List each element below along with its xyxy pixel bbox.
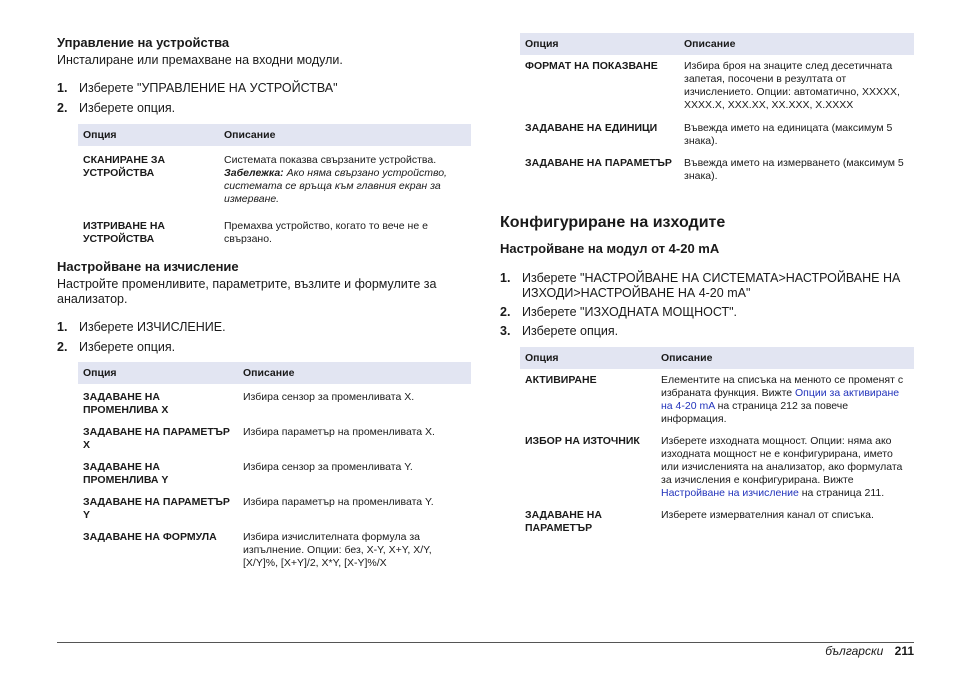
step-item xyxy=(57,81,471,96)
table-header-row xyxy=(78,124,471,146)
table-header-row xyxy=(520,347,914,369)
options-table-calculation xyxy=(78,362,471,570)
description-cell: Избира броя на знаците след десетичната запетая, посочени в резултата от изчислението. Опции: автоматично, XXXXX, XXXX.X, XXX.XX, XX.XXX, X.XXXX xyxy=(684,60,900,111)
description-cell: Премахва устройство, когато то вече не е свързано. xyxy=(224,220,428,245)
table-row xyxy=(78,496,471,531)
description-cell xyxy=(656,435,914,509)
column-header-option: Опция xyxy=(78,124,219,146)
table-row xyxy=(520,369,914,435)
cross-reference-link[interactable]: Опции за активиране на 4-20 mA xyxy=(661,387,900,412)
option-cell: ЗАДАВАНЕ НА ПАРАМЕТЪР xyxy=(525,509,602,534)
column-header-description: Описание xyxy=(238,362,471,384)
cross-reference-link[interactable]: Настройване на изчисление xyxy=(661,487,799,499)
description-cell xyxy=(219,146,471,216)
step-item xyxy=(57,340,471,355)
step-item xyxy=(500,324,914,339)
table-row xyxy=(520,509,914,535)
step-text: Изберете "УПРАВЛЕНИЕ НА УСТРОЙСТВА" xyxy=(79,81,338,95)
step-item xyxy=(500,305,914,320)
column-header-option: Опция xyxy=(520,347,656,369)
step-text: Изберете опция. xyxy=(79,101,176,115)
table-row xyxy=(78,384,471,426)
section-intro: Инсталиране или премахване на входни модули. xyxy=(57,53,343,67)
column-header-option: Опция xyxy=(78,362,238,384)
chapter-heading-outputs: Конфигуриране на изходите xyxy=(500,214,726,231)
table-row xyxy=(78,216,471,246)
description-cell: Избира сензор за променливата X. xyxy=(243,391,415,403)
footer-language: български xyxy=(825,644,884,658)
option-cell: ЗАДАВАНЕ НА ПАРАМЕТЪР X xyxy=(83,426,230,451)
options-table-devices xyxy=(78,124,471,246)
table-row xyxy=(78,426,471,461)
option-cell: ЗАДАВАНЕ НА ПАРАМЕТЪР xyxy=(525,157,672,169)
step-number: 2. xyxy=(57,340,68,354)
column-header-description: Описание xyxy=(219,124,471,146)
description-text: на страница 212 за повече информация. xyxy=(661,400,849,425)
step-number: 1. xyxy=(500,271,511,285)
step-item xyxy=(57,101,471,116)
step-item xyxy=(500,271,914,301)
description-cell: Въвежда името на измерването (максимум 5 знака). xyxy=(684,157,904,182)
description-cell: Изберете измервателния канал от списъка. xyxy=(661,509,874,521)
note-text: Ако няма свързано устройство, системата се връща към главния екран за измерване. xyxy=(224,167,447,205)
option-cell: ФОРМАТ НА ПОКАЗВАНЕ xyxy=(525,60,658,72)
note-label: Забележка: xyxy=(224,167,284,179)
description-text: Елементите на списъка на менюто се променят с избраната функция. Вижте xyxy=(661,374,904,399)
description-cell: Избира изчислителната формула за изпълнение. Опции: без, X-Y, X+Y, X/Y, [X/Y]%, [X+Y]/2, X*Y, [X-Y]%/X xyxy=(243,531,432,569)
table-row xyxy=(78,146,471,216)
table-row xyxy=(520,122,914,157)
table-header-row xyxy=(78,362,471,384)
description-text: Системата показва свързаните устройства. xyxy=(224,154,437,166)
page-footer xyxy=(825,644,914,658)
step-text: Изберете "ИЗХОДНАТА МОЩНОСТ". xyxy=(522,305,738,319)
table-row xyxy=(520,55,914,122)
step-number: 1. xyxy=(57,81,68,95)
options-table-4-20ma xyxy=(520,347,914,535)
step-number: 2. xyxy=(57,101,68,115)
table-row xyxy=(78,531,471,570)
section-intro: Настройте променливите, параметрите, възлите и формулите за анализатор. xyxy=(57,277,437,306)
option-cell: ЗАДАВАНЕ НА ФОРМУЛА xyxy=(83,531,217,543)
section-heading-device-management: Управление на устройства xyxy=(57,35,230,50)
step-text: Изберете опция. xyxy=(79,340,176,354)
column-header-option: Опция xyxy=(520,33,679,55)
column-header-description: Описание xyxy=(679,33,914,55)
table-row xyxy=(78,461,471,496)
description-text: на страница 211. xyxy=(798,487,885,499)
description-text: Изберете изходната мощност. Опции: няма ако изходната мощност не е конфигурирана, името или изчисленията на анализатор, ако формулата за изчисления е конфигурирана. Вижте xyxy=(661,435,903,486)
step-text: Изберете "НАСТРОЙВАНЕ НА СИСТЕМАТА>НАСТРОЙВАНЕ НА ИЗХОДИ>НАСТРОЙВАНЕ НА 4-20 mA" xyxy=(522,271,901,300)
option-cell: ЗАДАВАНЕ НА ПАРАМЕТЪР Y xyxy=(83,496,230,521)
step-number: 2. xyxy=(500,305,511,319)
section-heading-calculation: Настройване на изчисление xyxy=(57,259,239,274)
description-cell: Въвежда името на единицата (максимум 5 знака). xyxy=(684,122,893,147)
step-text: Изберете опция. xyxy=(522,324,619,338)
option-cell: АКТИВИРАНЕ xyxy=(525,374,597,386)
description-cell: Избира параметър на променливата X. xyxy=(243,426,435,438)
table-header-row xyxy=(520,33,914,55)
column-header-description: Описание xyxy=(656,347,914,369)
description-cell: Избира параметър на променливата Y. xyxy=(243,496,434,508)
section-heading-4-20ma: Настройване на модул от 4-20 mA xyxy=(500,241,720,256)
option-cell: ЗАДАВАНЕ НА ПРОМЕНЛИВА X xyxy=(83,391,169,416)
table-row xyxy=(520,435,914,509)
footer-divider xyxy=(57,642,914,643)
step-text: Изберете ИЗЧИСЛЕНИЕ. xyxy=(79,320,226,334)
table-row xyxy=(520,157,914,183)
description-cell: Избира сензор за променливата Y. xyxy=(243,461,413,473)
step-number: 3. xyxy=(500,324,511,338)
option-cell: ИЗТРИВАНЕ НА УСТРОЙСТВА xyxy=(83,220,166,245)
step-item xyxy=(57,320,471,335)
page-number: 211 xyxy=(894,644,914,658)
option-cell: ЗАДАВАНЕ НА ПРОМЕНЛИВА Y xyxy=(83,461,169,486)
step-number: 1. xyxy=(57,320,68,334)
option-cell: СКАНИРАНЕ ЗА УСТРОЙСТВА xyxy=(83,154,166,179)
option-cell: ЗАДАВАНЕ НА ЕДИНИЦИ xyxy=(525,122,658,134)
option-cell: ИЗБОР НА ИЗТОЧНИК xyxy=(525,435,640,447)
options-table-display xyxy=(520,33,914,183)
description-cell xyxy=(656,369,914,435)
